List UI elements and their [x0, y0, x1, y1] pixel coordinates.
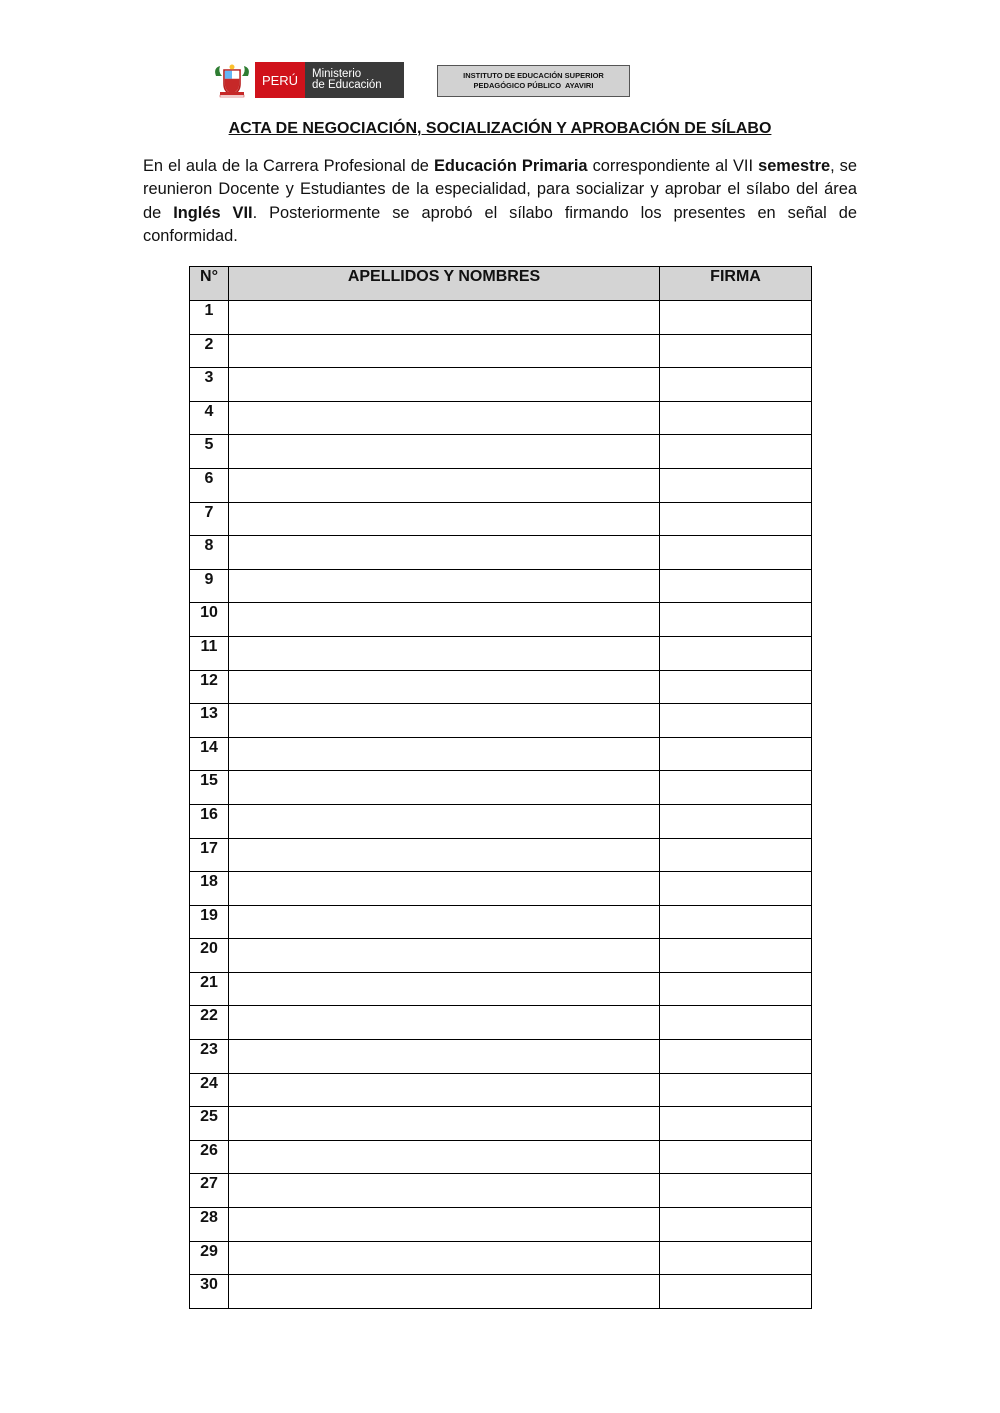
signature-cell[interactable]	[660, 468, 812, 502]
row-number: 22	[190, 1006, 229, 1040]
table-row	[190, 1040, 812, 1074]
signature-cell[interactable]	[660, 1006, 812, 1040]
signature-cell[interactable]	[660, 905, 812, 939]
row-number: 29	[190, 1241, 229, 1275]
ministry-logo	[255, 62, 404, 98]
institution-box	[437, 65, 630, 97]
header-number: N°	[190, 267, 229, 301]
row-number: 23	[190, 1040, 229, 1074]
row-number: 26	[190, 1140, 229, 1174]
row-number: 28	[190, 1208, 229, 1242]
institution-line1: INSTITUTO DE EDUCACIÓN SUPERIOR	[463, 71, 604, 80]
row-number: 7	[190, 502, 229, 536]
name-cell[interactable]	[229, 1241, 660, 1275]
signature-cell[interactable]	[660, 1073, 812, 1107]
signature-cell[interactable]	[660, 536, 812, 570]
logo-country: PERÚ	[255, 62, 305, 98]
table-row	[190, 737, 812, 771]
signature-cell[interactable]	[660, 972, 812, 1006]
signature-cell[interactable]	[660, 636, 812, 670]
name-cell[interactable]	[229, 1040, 660, 1074]
row-number: 25	[190, 1107, 229, 1141]
row-number: 17	[190, 838, 229, 872]
table-row	[190, 1208, 812, 1242]
name-cell[interactable]	[229, 468, 660, 502]
signature-cell[interactable]	[660, 1174, 812, 1208]
table-row	[190, 872, 812, 906]
table-row	[190, 1275, 812, 1309]
row-number: 24	[190, 1073, 229, 1107]
table-row	[190, 939, 812, 973]
institution-line2: PEDAGÓGICO PÚBLICO AYAVIRI	[473, 81, 594, 90]
name-cell[interactable]	[229, 368, 660, 402]
table-row	[190, 670, 812, 704]
name-cell[interactable]	[229, 1006, 660, 1040]
name-cell[interactable]	[229, 1107, 660, 1141]
signature-cell[interactable]	[660, 804, 812, 838]
signature-cell[interactable]	[660, 704, 812, 738]
signature-cell[interactable]	[660, 939, 812, 973]
row-number: 30	[190, 1275, 229, 1309]
row-number: 2	[190, 334, 229, 368]
row-number: 21	[190, 972, 229, 1006]
table-row	[190, 401, 812, 435]
row-number: 3	[190, 368, 229, 402]
name-cell[interactable]	[229, 905, 660, 939]
row-number: 10	[190, 603, 229, 637]
logo-ministry-text: Ministerio de Educación	[305, 62, 404, 98]
name-cell[interactable]	[229, 1073, 660, 1107]
row-number: 18	[190, 872, 229, 906]
signature-cell[interactable]	[660, 1275, 812, 1309]
name-cell[interactable]	[229, 401, 660, 435]
signature-cell[interactable]	[660, 771, 812, 805]
signature-cell[interactable]	[660, 1241, 812, 1275]
table-row	[190, 334, 812, 368]
name-cell[interactable]	[229, 939, 660, 973]
name-cell[interactable]	[229, 502, 660, 536]
signature-cell[interactable]	[660, 737, 812, 771]
row-number: 27	[190, 1174, 229, 1208]
signature-cell[interactable]	[660, 502, 812, 536]
table-row	[190, 569, 812, 603]
name-cell[interactable]	[229, 536, 660, 570]
row-number: 1	[190, 301, 229, 335]
name-cell[interactable]	[229, 1208, 660, 1242]
table-row	[190, 1140, 812, 1174]
row-number: 14	[190, 737, 229, 771]
table-row	[190, 435, 812, 469]
signature-cell[interactable]	[660, 670, 812, 704]
row-number: 11	[190, 636, 229, 670]
row-number: 8	[190, 536, 229, 570]
header-names: APELLIDOS Y NOMBRES	[229, 267, 660, 301]
table-row	[190, 368, 812, 402]
header-signature: FIRMA	[660, 267, 812, 301]
table-row	[190, 1073, 812, 1107]
name-cell[interactable]	[229, 1275, 660, 1309]
signature-cell[interactable]	[660, 301, 812, 335]
signature-cell[interactable]	[660, 1040, 812, 1074]
table-body	[190, 301, 812, 1309]
table-row	[190, 905, 812, 939]
signature-cell[interactable]	[660, 569, 812, 603]
intro-paragraph: En el aula de la Carrera Profesional de Educación Primaria correspondiente al VII semestre, se reunieron Docente y Estudiantes de la especialidad, para socializar y aprobar el sílabo del área de Inglés VII. Posteriormente se aprobó el sílabo firmando los presentes en señal de conformidad.	[143, 157, 858, 245]
table-row	[190, 1006, 812, 1040]
table-row	[190, 1174, 812, 1208]
table-row	[190, 502, 812, 536]
name-cell[interactable]	[229, 569, 660, 603]
row-number: 12	[190, 670, 229, 704]
signature-cell[interactable]	[660, 334, 812, 368]
table-row	[190, 1107, 812, 1141]
name-cell[interactable]	[229, 872, 660, 906]
signature-cell[interactable]	[660, 603, 812, 637]
table-row	[190, 972, 812, 1006]
name-cell[interactable]	[229, 301, 660, 335]
name-cell[interactable]	[229, 435, 660, 469]
name-cell[interactable]	[229, 334, 660, 368]
name-cell[interactable]	[229, 603, 660, 637]
name-cell[interactable]	[229, 972, 660, 1006]
table-row	[190, 603, 812, 637]
signature-cell[interactable]	[660, 1140, 812, 1174]
row-number: 20	[190, 939, 229, 973]
row-number: 16	[190, 804, 229, 838]
name-cell[interactable]	[229, 804, 660, 838]
table-row	[190, 301, 812, 335]
name-cell[interactable]	[229, 1174, 660, 1208]
row-number: 9	[190, 569, 229, 603]
name-cell[interactable]	[229, 771, 660, 805]
table-row	[190, 468, 812, 502]
name-cell[interactable]	[229, 636, 660, 670]
row-number: 13	[190, 704, 229, 738]
table-row	[190, 838, 812, 872]
signature-cell[interactable]	[660, 368, 812, 402]
document-title: ACTA DE NEGOCIACIÓN, SOCIALIZACIÓN Y APROBACIÓN DE SÍLABO	[228, 120, 772, 137]
table-header-row	[190, 267, 812, 301]
table-row	[190, 804, 812, 838]
signature-table	[189, 266, 812, 1309]
signature-cell[interactable]	[660, 1208, 812, 1242]
row-number: 6	[190, 468, 229, 502]
table-row	[190, 704, 812, 738]
name-cell[interactable]	[229, 1140, 660, 1174]
name-cell[interactable]	[229, 704, 660, 738]
row-number: 19	[190, 905, 229, 939]
name-cell[interactable]	[229, 670, 660, 704]
signature-cell[interactable]	[660, 838, 812, 872]
row-number: 5	[190, 435, 229, 469]
name-cell[interactable]	[229, 838, 660, 872]
signature-cell[interactable]	[660, 401, 812, 435]
document-header	[212, 62, 632, 100]
coat-of-arms-icon	[212, 62, 252, 98]
table-row	[190, 1241, 812, 1275]
table-row	[190, 536, 812, 570]
signature-cell[interactable]	[660, 1107, 812, 1141]
name-cell[interactable]	[229, 737, 660, 771]
row-number: 15	[190, 771, 229, 805]
table-row	[190, 771, 812, 805]
table-row	[190, 636, 812, 670]
signature-cell[interactable]	[660, 872, 812, 906]
row-number: 4	[190, 401, 229, 435]
signature-cell[interactable]	[660, 435, 812, 469]
